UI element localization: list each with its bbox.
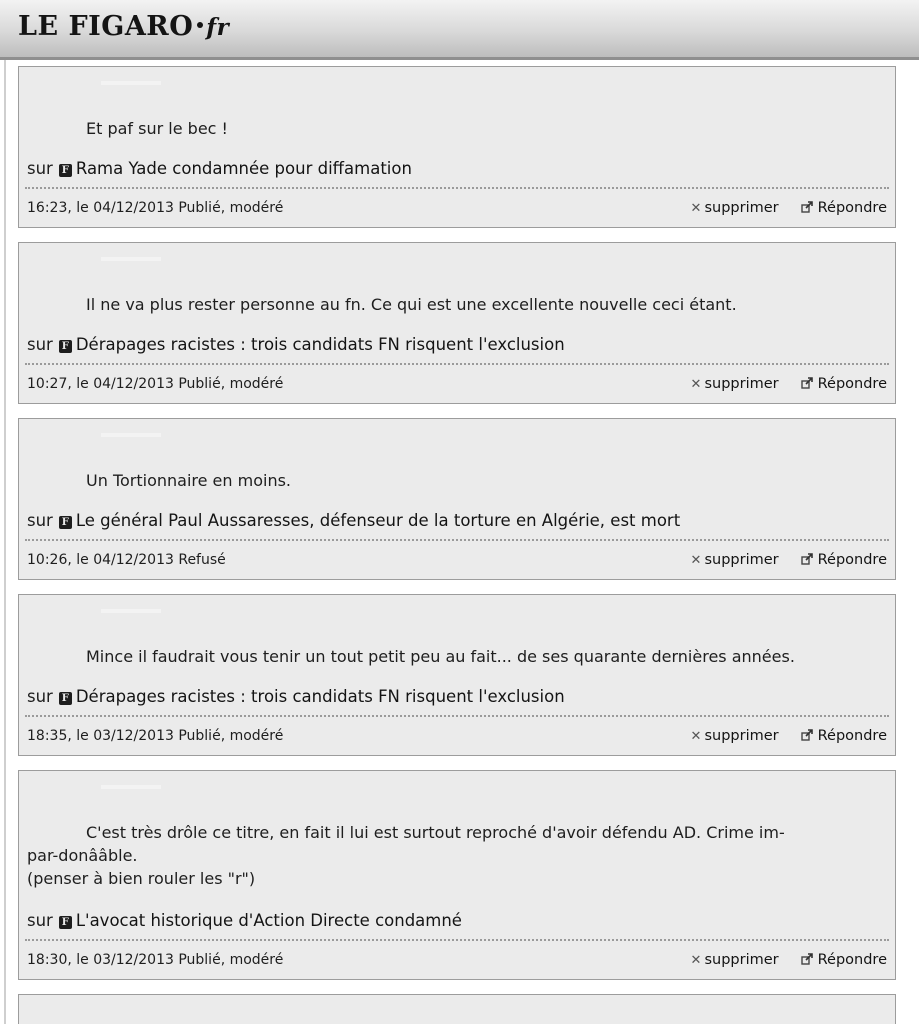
figaro-f-badge-icon: F [59,516,72,529]
comment-author-placeholder [101,609,161,613]
reply-arrow-icon [801,952,814,965]
page-left-rule [4,60,6,1024]
figaro-f-badge-icon: F [59,340,72,353]
delete-button[interactable] [691,950,779,971]
delete-label: supprimer [704,728,779,744]
comment-actions [691,950,887,971]
comment-author-placeholder [101,81,161,85]
reply-label: Répondre [817,728,887,744]
logo-dot [197,22,203,28]
delete-button[interactable] [691,550,779,571]
reply-button[interactable] [801,374,887,394]
comment-author-placeholder [101,785,161,789]
figaro-f-badge-icon: F [59,916,72,929]
delete-label: supprimer [704,552,779,568]
sur-label: sur [27,687,53,706]
sur-label: sur [27,911,53,930]
sur-label: sur [27,511,53,530]
comment-text: Mince il faudrait vous tenir un tout petit peu au fait... de ses quarante dernières années. [86,647,795,666]
close-x-icon: ✕ [690,201,702,216]
figaro-f-badge-icon: F [59,164,72,177]
delete-label: supprimer [704,952,779,968]
comment-text: Et paf sur le bec ! [86,119,228,138]
dotted-divider [25,939,889,941]
reply-label: Répondre [817,552,887,568]
comment-actions [691,550,887,571]
comment-article-line [27,686,887,708]
comment-meta: 10:27, le 04/12/2013 Publié, modéré [27,376,284,392]
delete-label: supprimer [704,200,779,216]
comment-article-line [27,510,887,532]
close-x-icon: ✕ [690,377,702,392]
dotted-divider [25,187,889,189]
comment-actions [691,374,887,395]
comment-actions [691,198,887,219]
reply-button[interactable] [801,550,887,570]
reply-label: Répondre [817,200,887,216]
article-link[interactable]: L'avocat historique d'Action Directe condamné [75,911,462,930]
dotted-divider [25,715,889,717]
logo-suffix-text: fr [206,14,230,41]
comment-article-line [27,158,887,180]
site-header [0,0,919,60]
dotted-divider [25,363,889,365]
comment-article-line [27,910,887,932]
reply-arrow-icon [801,200,814,213]
reply-button[interactable] [801,198,887,218]
article-link[interactable]: Dérapages racistes : trois candidats FN risquent l'exclusion [75,687,565,706]
dotted-divider [25,539,889,541]
sur-label: sur [27,335,53,354]
close-x-icon: ✕ [690,953,702,968]
le-figaro-logo[interactable] [18,11,229,42]
comment-meta: 16:23, le 04/12/2013 Publié, modéré [27,200,284,216]
close-x-icon: ✕ [690,729,702,744]
delete-label: supprimer [704,376,779,392]
comment-card-partial [18,994,896,1024]
reply-button[interactable] [801,726,887,746]
reply-arrow-icon [801,376,814,389]
sur-label: sur [27,159,53,178]
article-link[interactable]: Le général Paul Aussaresses, défenseur de la torture en Algérie, est mort [75,511,681,530]
logo-main-text: LE FIGARO [18,11,194,42]
reply-label: Répondre [817,376,887,392]
article-link[interactable]: Rama Yade condamnée pour diffamation [75,159,412,178]
comment-card [18,770,896,980]
comment-card [18,66,896,228]
article-link[interactable]: Dérapages racistes : trois candidats FN risquent l'exclusion [75,335,565,354]
delete-button[interactable] [691,726,779,747]
comment-author-placeholder [101,257,161,261]
comment-meta: 18:35, le 03/12/2013 Publié, modéré [27,728,284,744]
reply-button[interactable] [801,950,887,970]
close-x-icon: ✕ [690,553,702,568]
comment-article-line [27,334,887,356]
comment-card [18,242,896,404]
delete-button[interactable] [691,374,779,395]
comment-text: C'est très drôle ce titre, en fait il lui est surtout reproché d'avoir défendu AD. Crime im- par-donââble. (penser à bien rouler les "r") [27,823,785,888]
reply-arrow-icon [801,728,814,741]
comment-card [18,418,896,580]
reply-label: Répondre [817,952,887,968]
comment-author-placeholder [101,433,161,437]
comment-text: Il ne va plus rester personne au fn. Ce qui est une excellente nouvelle ceci étant. [86,295,737,314]
comment-text: Un Tortionnaire en moins. [86,471,292,490]
comment-meta: 18:30, le 03/12/2013 Publié, modéré [27,952,284,968]
comment-actions [691,726,887,747]
figaro-f-badge-icon: F [59,692,72,705]
comment-meta: 10:26, le 04/12/2013 Refusé [27,552,226,568]
comment-card [18,594,896,756]
delete-button[interactable] [691,198,779,219]
reply-arrow-icon [801,552,814,565]
